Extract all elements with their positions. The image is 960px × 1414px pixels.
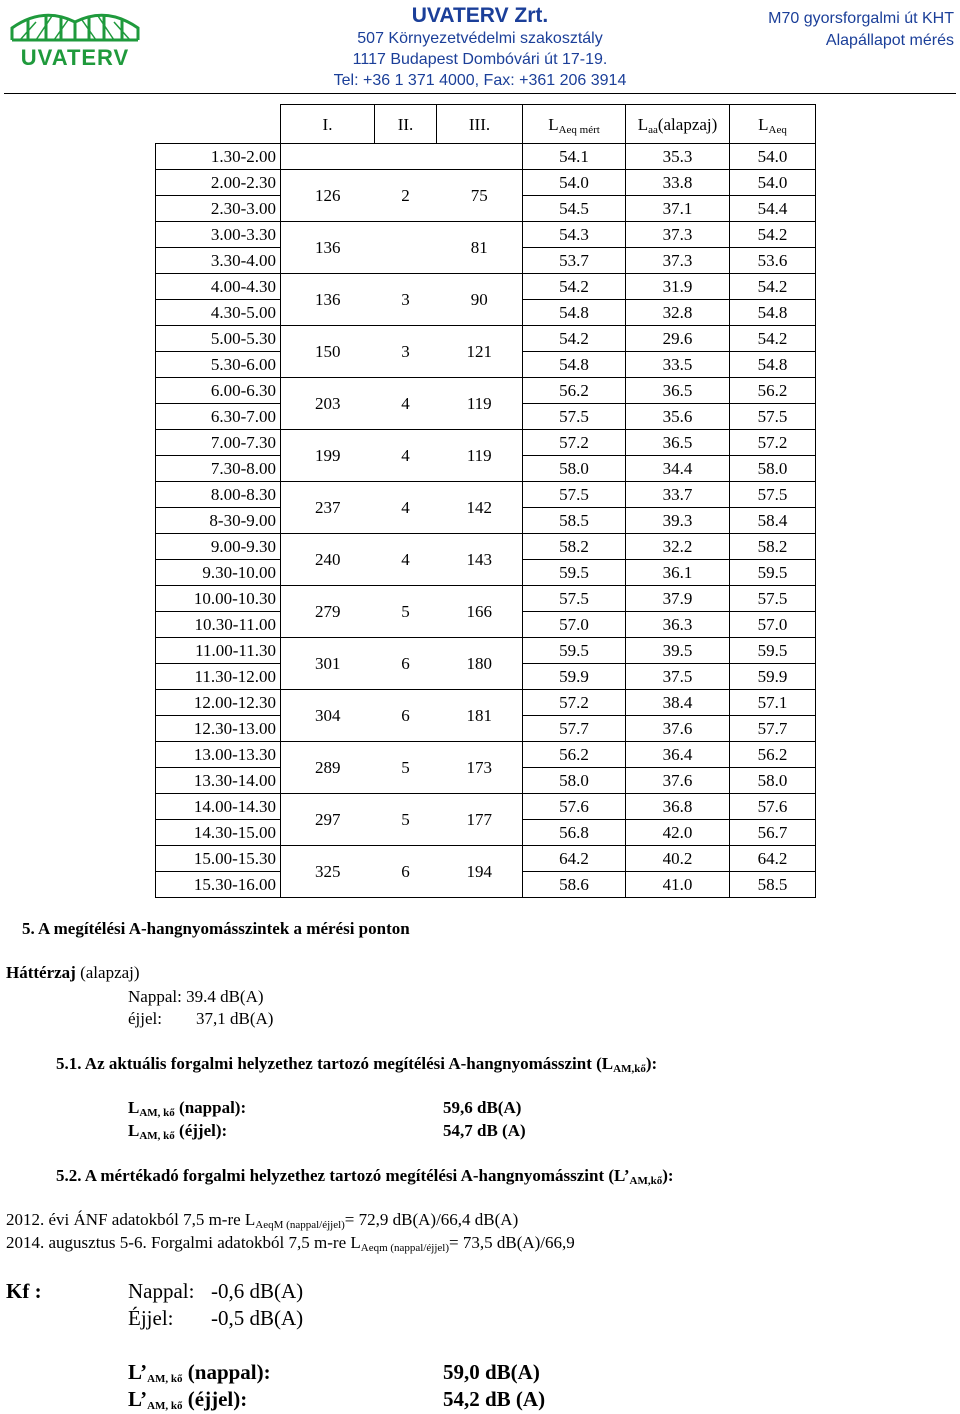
laeq-cell: 57.0: [730, 612, 816, 638]
time-cell: 5.00-5.30: [156, 326, 281, 352]
laeq-cell: 54.0: [730, 170, 816, 196]
laeq-measured-cell: 59.9: [523, 664, 626, 690]
background-night-label: éjjel:: [128, 1009, 162, 1028]
class-1-count-cell: 203: [281, 378, 375, 430]
class-3-count-cell: 81: [437, 222, 523, 274]
class-3-count-cell: 173: [437, 742, 523, 794]
laeq-cell: 58.2: [730, 534, 816, 560]
background-cell: 34.4: [626, 456, 730, 482]
table-row: [156, 638, 816, 664]
laeq-measured-cell: 54.8: [523, 352, 626, 378]
laeq-cell: 57.7: [730, 716, 816, 742]
laeq-cell: 56.2: [730, 742, 816, 768]
laeq-cell: 58.0: [730, 768, 816, 794]
class-3-count-cell: 143: [437, 534, 523, 586]
laeq-cell: 57.6: [730, 794, 816, 820]
time-cell: 14.00-14.30: [156, 794, 281, 820]
header-class-2: II.: [375, 105, 437, 144]
background-noise-label: Háttérzaj (alapzaj): [6, 963, 140, 982]
header-divider: [4, 93, 956, 94]
time-cell: 3.30-4.00: [156, 248, 281, 274]
class-1-count-cell: 237: [281, 482, 375, 534]
laeq-cell: 58.0: [730, 456, 816, 482]
class-1-count-cell: 240: [281, 534, 375, 586]
background-cell: 36.1: [626, 560, 730, 586]
laeq-measured-cell: 54.2: [523, 274, 626, 300]
department: 507 Környezetvédelmi szakosztály: [357, 30, 603, 47]
laeq-measured-cell: 56.2: [523, 742, 626, 768]
laeq-measured-cell: 54.8: [523, 300, 626, 326]
laeq-cell: 54.0: [730, 144, 816, 170]
kf-day-value: -0,6 dB(A): [211, 1279, 304, 1303]
time-cell: 12.00-12.30: [156, 690, 281, 716]
logo-text: UVATERV: [20, 45, 130, 70]
class-2-count-cell: 4: [375, 430, 437, 482]
background-cell: 37.9: [626, 586, 730, 612]
class-2-count-cell: 5: [375, 794, 437, 846]
time-cell: 12.30-13.00: [156, 716, 281, 742]
class-1-count-cell: 297: [281, 794, 375, 846]
class-3-count-cell: 180: [437, 638, 523, 690]
class-1-count-cell: 325: [281, 846, 375, 898]
time-cell: 11.00-11.30: [156, 638, 281, 664]
background-cell: 38.4: [626, 690, 730, 716]
header-laeq-measured: $L_{Aeq mért}$: [523, 105, 626, 144]
background-cell: 37.6: [626, 716, 730, 742]
time-cell: 14.30-15.00: [156, 820, 281, 846]
lam-day-label: $L_{AM, kő}$ (nappal):: [128, 1098, 247, 1119]
class-1-count-cell: 304: [281, 690, 375, 742]
class-2-count-cell: 4: [375, 378, 437, 430]
background-cell: 37.5: [626, 664, 730, 690]
table-row: [156, 144, 816, 170]
laeq-measured-cell: 58.6: [523, 872, 626, 898]
measurement-table: [155, 104, 816, 898]
project-block: [768, 8, 954, 52]
class-3-count-cell: 194: [437, 846, 523, 898]
laeq-measured-cell: 57.7: [523, 716, 626, 742]
section-5-1-title: 5.1. Az aktuális forgalmi helyzethez tartozó megítélési A-hangnyomásszint $(L_{AM,kő})$:: [56, 1054, 658, 1075]
class-2-count-cell: 6: [375, 846, 437, 898]
kf-label: Kf :: [6, 1279, 42, 1303]
background-cell: 37.3: [626, 222, 730, 248]
time-cell: 1.30-2.00: [156, 144, 281, 170]
laeq-cell: 57.5: [730, 586, 816, 612]
company-logo: [6, 2, 144, 70]
final-night-value: 54,2 dB (A): [443, 1387, 546, 1411]
background-cell: 35.6: [626, 404, 730, 430]
laeq-measured-cell: 58.0: [523, 456, 626, 482]
laeq-measured-cell: 59.5: [523, 560, 626, 586]
class-2-count-cell: 5: [375, 742, 437, 794]
project-name: M70 gyorsforgalmi út KHT: [768, 10, 954, 27]
class-1-count-cell: 126: [281, 170, 375, 222]
background-cell: 33.7: [626, 482, 730, 508]
time-cell: 13.30-14.00: [156, 768, 281, 794]
laeq-measured-cell: 58.5: [523, 508, 626, 534]
background-cell: 36.4: [626, 742, 730, 768]
laeq-cell: 54.2: [730, 274, 816, 300]
time-cell: 7.30-8.00: [156, 456, 281, 482]
laeq-measured-cell: 57.5: [523, 404, 626, 430]
laeq-measured-cell: 56.8: [523, 820, 626, 846]
background-night-value: 37,1 dB(A): [196, 1009, 274, 1028]
background-cell: 42.0: [626, 820, 730, 846]
laeq-measured-cell: 57.6: [523, 794, 626, 820]
laeq-cell: 54.2: [730, 326, 816, 352]
laeq-cell: 57.5: [730, 404, 816, 430]
background-cell: 35.3: [626, 144, 730, 170]
table-row: [156, 274, 816, 300]
laeq-cell: 64.2: [730, 846, 816, 872]
background-cell: 33.5: [626, 352, 730, 378]
class-3-count-cell: 142: [437, 482, 523, 534]
background-cell: 31.9: [626, 274, 730, 300]
laeq-cell: 53.6: [730, 248, 816, 274]
laeq-cell: 58.5: [730, 872, 816, 898]
time-cell: 6.00-6.30: [156, 378, 281, 404]
time-cell: 4.30-5.00: [156, 300, 281, 326]
laeq-measured-cell: 54.0: [523, 170, 626, 196]
background-day: Nappal: 39.4 dB(A): [128, 987, 264, 1006]
time-cell: 11.30-12.00: [156, 664, 281, 690]
table-row: [156, 846, 816, 872]
laeq-cell: 59.5: [730, 638, 816, 664]
laeq-cell: 58.4: [730, 508, 816, 534]
laeq-measured-cell: 58.2: [523, 534, 626, 560]
laeq-measured-cell: 58.0: [523, 768, 626, 794]
class-2-count-cell: 3: [375, 274, 437, 326]
header-class-1: I.: [281, 105, 375, 144]
lam-night-value: 54,7 dB (A): [443, 1121, 526, 1140]
kf-night-label: Éjjel:: [128, 1306, 174, 1330]
header-empty: [156, 105, 281, 144]
class-3-count-cell: 166: [437, 586, 523, 638]
laeq-measured-cell: 57.2: [523, 430, 626, 456]
time-cell: 4.00-4.30: [156, 274, 281, 300]
laeq-measured-cell: 54.5: [523, 196, 626, 222]
laeq-measured-cell: 54.2: [523, 326, 626, 352]
laeq-cell: 59.9: [730, 664, 816, 690]
class-3-count-cell: 119: [437, 378, 523, 430]
laeq-measured-cell: 59.5: [523, 638, 626, 664]
table-row: [156, 534, 816, 560]
class-2-count-cell: 5: [375, 586, 437, 638]
table-row: [156, 222, 816, 248]
laeq-measured-cell: 64.2: [523, 846, 626, 872]
background-cell: 36.8: [626, 794, 730, 820]
class-2-count-cell: 4: [375, 482, 437, 534]
laeq-cell: 59.5: [730, 560, 816, 586]
time-cell: 10.30-11.00: [156, 612, 281, 638]
header-laeq: $L_{Aeq}$: [730, 105, 816, 144]
class-3-count-cell: 121: [437, 326, 523, 378]
laeq-cell: 57.2: [730, 430, 816, 456]
laeq-measured-cell: 57.5: [523, 482, 626, 508]
laeq-measured-cell: 57.5: [523, 586, 626, 612]
class-2-count-cell: 4: [375, 534, 437, 586]
background-cell: 37.6: [626, 768, 730, 794]
class-1-count-cell: 136: [281, 274, 375, 326]
time-cell: 5.30-6.00: [156, 352, 281, 378]
laeq-cell: 54.8: [730, 352, 816, 378]
laeq-cell: 56.7: [730, 820, 816, 846]
table-row: [156, 690, 816, 716]
class-3-count-cell: 90: [437, 274, 523, 326]
laeq-cell: 56.2: [730, 378, 816, 404]
background-cell: 32.2: [626, 534, 730, 560]
background-cell: 39.3: [626, 508, 730, 534]
laeq-measured-cell: 53.7: [523, 248, 626, 274]
class-2-count-cell: 6: [375, 690, 437, 742]
laeq-measured-cell: 57.2: [523, 690, 626, 716]
table-row: [156, 378, 816, 404]
table-row: [156, 794, 816, 820]
company-block: [290, 4, 670, 91]
kf-day-label: Nappal:: [128, 1279, 195, 1303]
final-day-label: $L’_{AM, kő}$ (nappal):: [128, 1360, 271, 1385]
traffic-empty-cell: [281, 144, 523, 170]
section-5-2-title: 5.2. A mértékadó forgalmi helyzethez tartozó megítélési A-hangnyomásszint $(L’_{AM,kő})$:: [56, 1166, 674, 1187]
class-1-count-cell: 199: [281, 430, 375, 482]
laeq-measured-cell: 56.2: [523, 378, 626, 404]
class-3-count-cell: 75: [437, 170, 523, 222]
class-3-count-cell: 119: [437, 430, 523, 482]
class-2-count-cell: 2: [375, 170, 437, 222]
table-row: [156, 482, 816, 508]
laeq-cell: 57.1: [730, 690, 816, 716]
final-night-label: $L’_{AM, kő}$ (éjjel):: [128, 1387, 248, 1412]
phone-fax: Tel: +36 1 371 4000, Fax: +361 206 3914: [333, 72, 627, 89]
class-3-count-cell: 177: [437, 794, 523, 846]
time-cell: 6.30-7.00: [156, 404, 281, 430]
time-cell: 9.00-9.30: [156, 534, 281, 560]
laeq-measured-cell: 54.1: [523, 144, 626, 170]
laeq-cell: 54.8: [730, 300, 816, 326]
kf-night-value: -0,5 dB(A): [211, 1306, 304, 1330]
class-1-count-cell: 150: [281, 326, 375, 378]
table-row: [156, 586, 816, 612]
background-cell: 41.0: [626, 872, 730, 898]
class-2-count-cell: 6: [375, 638, 437, 690]
time-cell: 7.00-7.30: [156, 430, 281, 456]
header-background: $L_{aa}(alapzaj)$: [626, 105, 730, 144]
table-row: [156, 742, 816, 768]
background-cell: 36.5: [626, 378, 730, 404]
background-cell: 36.3: [626, 612, 730, 638]
document-type: Alapállapot mérés: [825, 32, 954, 49]
anf-2012-line: 2012. évi ÁNF adatokból 7,5 m-re $L_{AeqM (nappal/éjjel)}= 72,9$ dB(A)/66,4 dB(A): [6, 1210, 519, 1231]
time-cell: 2.30-3.00: [156, 196, 281, 222]
class-3-count-cell: 181: [437, 690, 523, 742]
time-cell: 8-30-9.00: [156, 508, 281, 534]
time-cell: 10.00-10.30: [156, 586, 281, 612]
address: 1117 Budapest Dombóvári út 17-19.: [352, 51, 608, 68]
time-cell: 15.30-16.00: [156, 872, 281, 898]
background-cell: 40.2: [626, 846, 730, 872]
class-1-count-cell: 289: [281, 742, 375, 794]
class-2-count-cell: [375, 222, 437, 274]
class-1-count-cell: 301: [281, 638, 375, 690]
laeq-measured-cell: 57.0: [523, 612, 626, 638]
background-cell: 33.8: [626, 170, 730, 196]
background-cell: 37.1: [626, 196, 730, 222]
time-cell: 15.00-15.30: [156, 846, 281, 872]
laeq-cell: 54.2: [730, 222, 816, 248]
laeq-measured-cell: 54.3: [523, 222, 626, 248]
traffic-2014-line: 2014. augusztus 5-6. Forgalmi adatokból 7,5 m-re $L_{Aeqm (nappal/éjjel)}= 73,5$ dB(A)/66,9: [6, 1233, 575, 1254]
time-cell: 13.00-13.30: [156, 742, 281, 768]
table-row: [156, 430, 816, 456]
background-cell: 36.5: [626, 430, 730, 456]
class-1-count-cell: 136: [281, 222, 375, 274]
background-cell: 39.5: [626, 638, 730, 664]
table-row: [156, 326, 816, 352]
lam-night-label: $L_{AM, kő}$ (éjjel):: [128, 1121, 228, 1142]
time-cell: 8.00-8.30: [156, 482, 281, 508]
time-cell: 3.00-3.30: [156, 222, 281, 248]
company-name: UVATERV Zrt.: [411, 4, 549, 27]
table-header-row: [156, 105, 816, 144]
section-5-title: 5. A megítélési A-hangnyomásszintek a mérési ponton: [22, 919, 410, 938]
background-cell: 32.8: [626, 300, 730, 326]
table-row: [156, 170, 816, 196]
background-cell: 29.6: [626, 326, 730, 352]
laeq-cell: 57.5: [730, 482, 816, 508]
final-day-value: 59,0 dB(A): [443, 1360, 540, 1384]
time-cell: 9.30-10.00: [156, 560, 281, 586]
background-cell: 37.3: [626, 248, 730, 274]
header-class-3: III.: [437, 105, 523, 144]
time-cell: 2.00-2.30: [156, 170, 281, 196]
laeq-cell: 54.4: [730, 196, 816, 222]
class-2-count-cell: 3: [375, 326, 437, 378]
lam-day-value: 59,6 dB(A): [443, 1098, 522, 1117]
class-1-count-cell: 279: [281, 586, 375, 638]
